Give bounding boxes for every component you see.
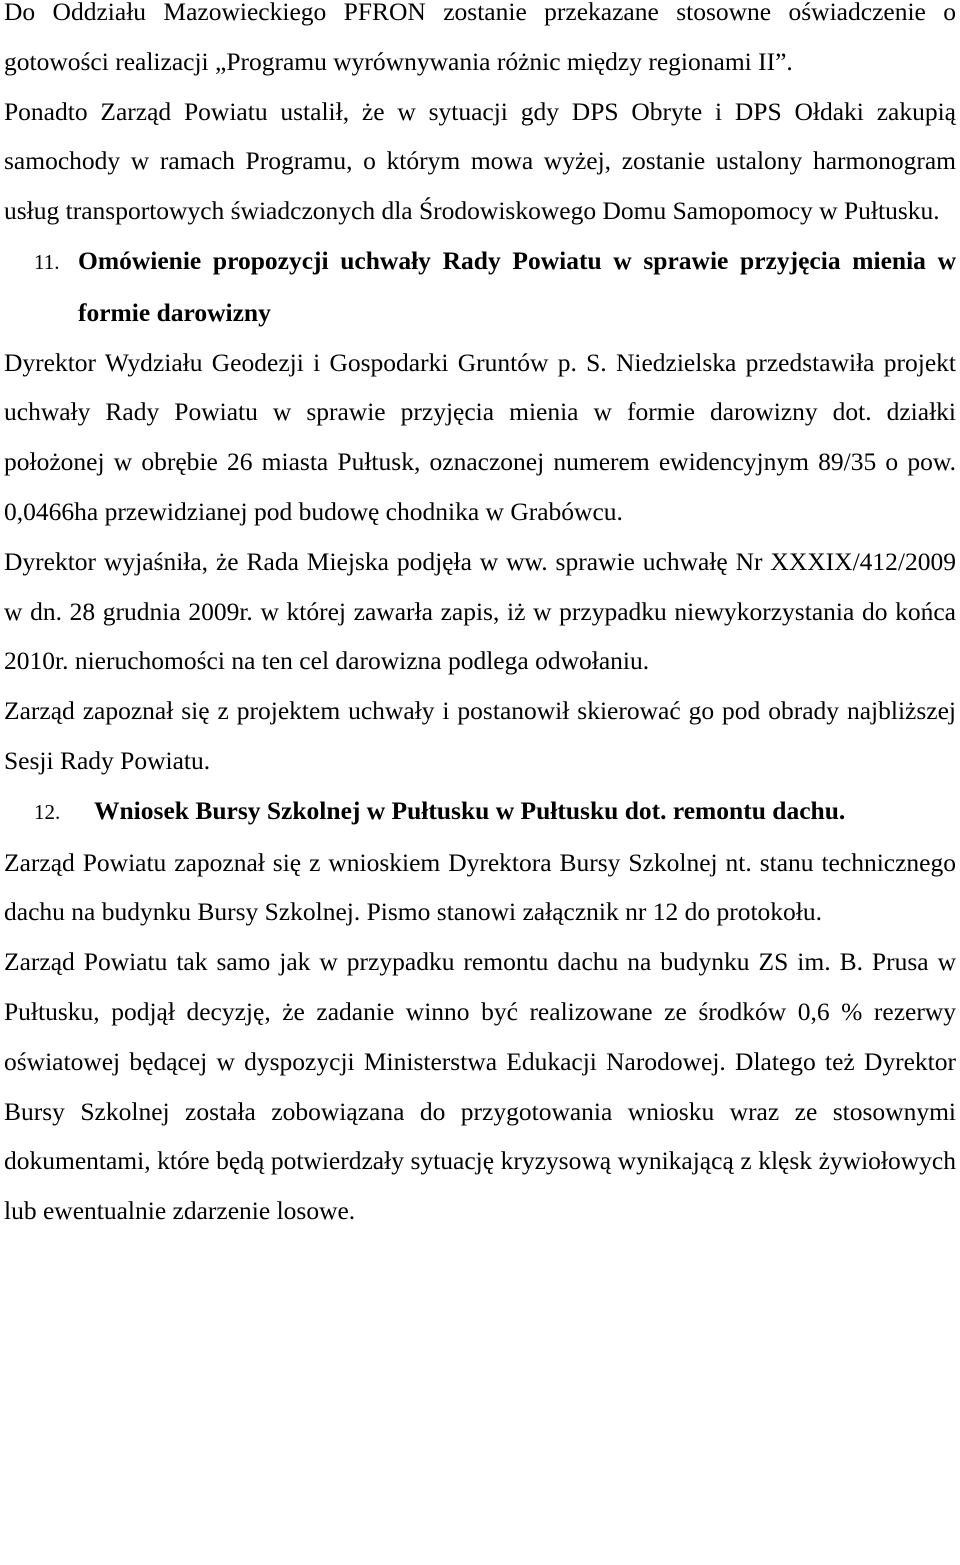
paragraph-pfron-statement: Do Oddziału Mazowieckiego PFRON zostanie przekazane stosowne oświadczenie o gotowości realizacji „Programu wyrównywania różnic między regionami II”. <box>4 0 956 76</box>
paragraph-draft-resolution: Dyrektor Wydziału Geodezji i Gospodarki Gruntów p. S. Niedzielska przedstawiła projekt uchwały Rady Powiatu w sprawie przyjęcia mienia w formie darowizny dot. działki położonej w obrębie 26 miasta Pułtusk, oznaczonej numerem ewidencyjnym 89/35 o pow. 0,0466ha przewidzianej pod budowę chodnika w Grabówcu. <box>4 347 956 526</box>
section-number-12-wrap <box>4 786 94 838</box>
document-body <box>4 0 956 1236</box>
section-number-11-wrap: 11. <box>34 249 60 274</box>
section-number-12: 12. <box>34 799 61 824</box>
section-heading-11 <box>4 236 956 338</box>
paragraph-roof-request: Zarząd Powiatu zapoznał się z wnioskiem Dyrektora Bursy Szkolnej nt. stanu technicznego dachu na budynku Bursy Szkolnej. Pismo stanowi załącznik nr 12 do protokołu. <box>4 847 956 927</box>
section-title-12: Wniosek Bursy Szkolnej w Pułtusku w Pułtusku dot. remontu dachu. <box>94 795 846 825</box>
paragraph-director-explanation: Dyrektor wyjaśniła, że Rada Miejska podjęła w ww. sprawie uchwałę Nr XXXIX/412/2009 w dn. 28 grudnia 2009r. w której zawarła zapis, iż w przypadku niewykorzystania do końca 2010r. nieruchomości na ten cel darowizna podlega odwołaniu. <box>4 546 956 676</box>
paragraph-funding-decision: Zarząd Powiatu tak samo jak w przypadku remontu dachu na budynku ZS im. B. Prusa w Pułtusku, podjął decyzję, że zadanie winno być realizowane ze środków 0,6 % rezerwy oświatowej będącej w dyspozycji Ministerstwa Edukacji Narodowej. Dlatego też Dyrektor Bursy Szkolnej została zobowiązana do przygotowania wniosku wraz ze stosownymi dokumentami, które będą potwierdzały sytuację kryzysową wynikającą z klęsk żywiołowych lub ewentualnie zdarzenie losowe. <box>4 947 956 1226</box>
section-heading-12 <box>4 786 956 838</box>
section-title-11: Omówienie propozycji uchwały Rady Powiatu w sprawie przyjęcia mienia w formie darowizny <box>78 245 956 327</box>
paragraph-transport-schedule: Ponadto Zarząd Powiatu ustalił, że w sytuacji gdy DPS Obryte i DPS Ołdaki zakupią samochody w ramach Programu, o którym mowa wyżej, zostanie ustalony harmonogram usług transportowych świadczonych dla Środowiskowego Domu Samopomocy w Pułtusku. <box>4 96 956 226</box>
paragraph-board-decision: Zarząd zapoznał się z projektem uchwały i postanowił skierować go pod obrady najbliższej Sesji Rady Powiatu. <box>4 696 956 775</box>
